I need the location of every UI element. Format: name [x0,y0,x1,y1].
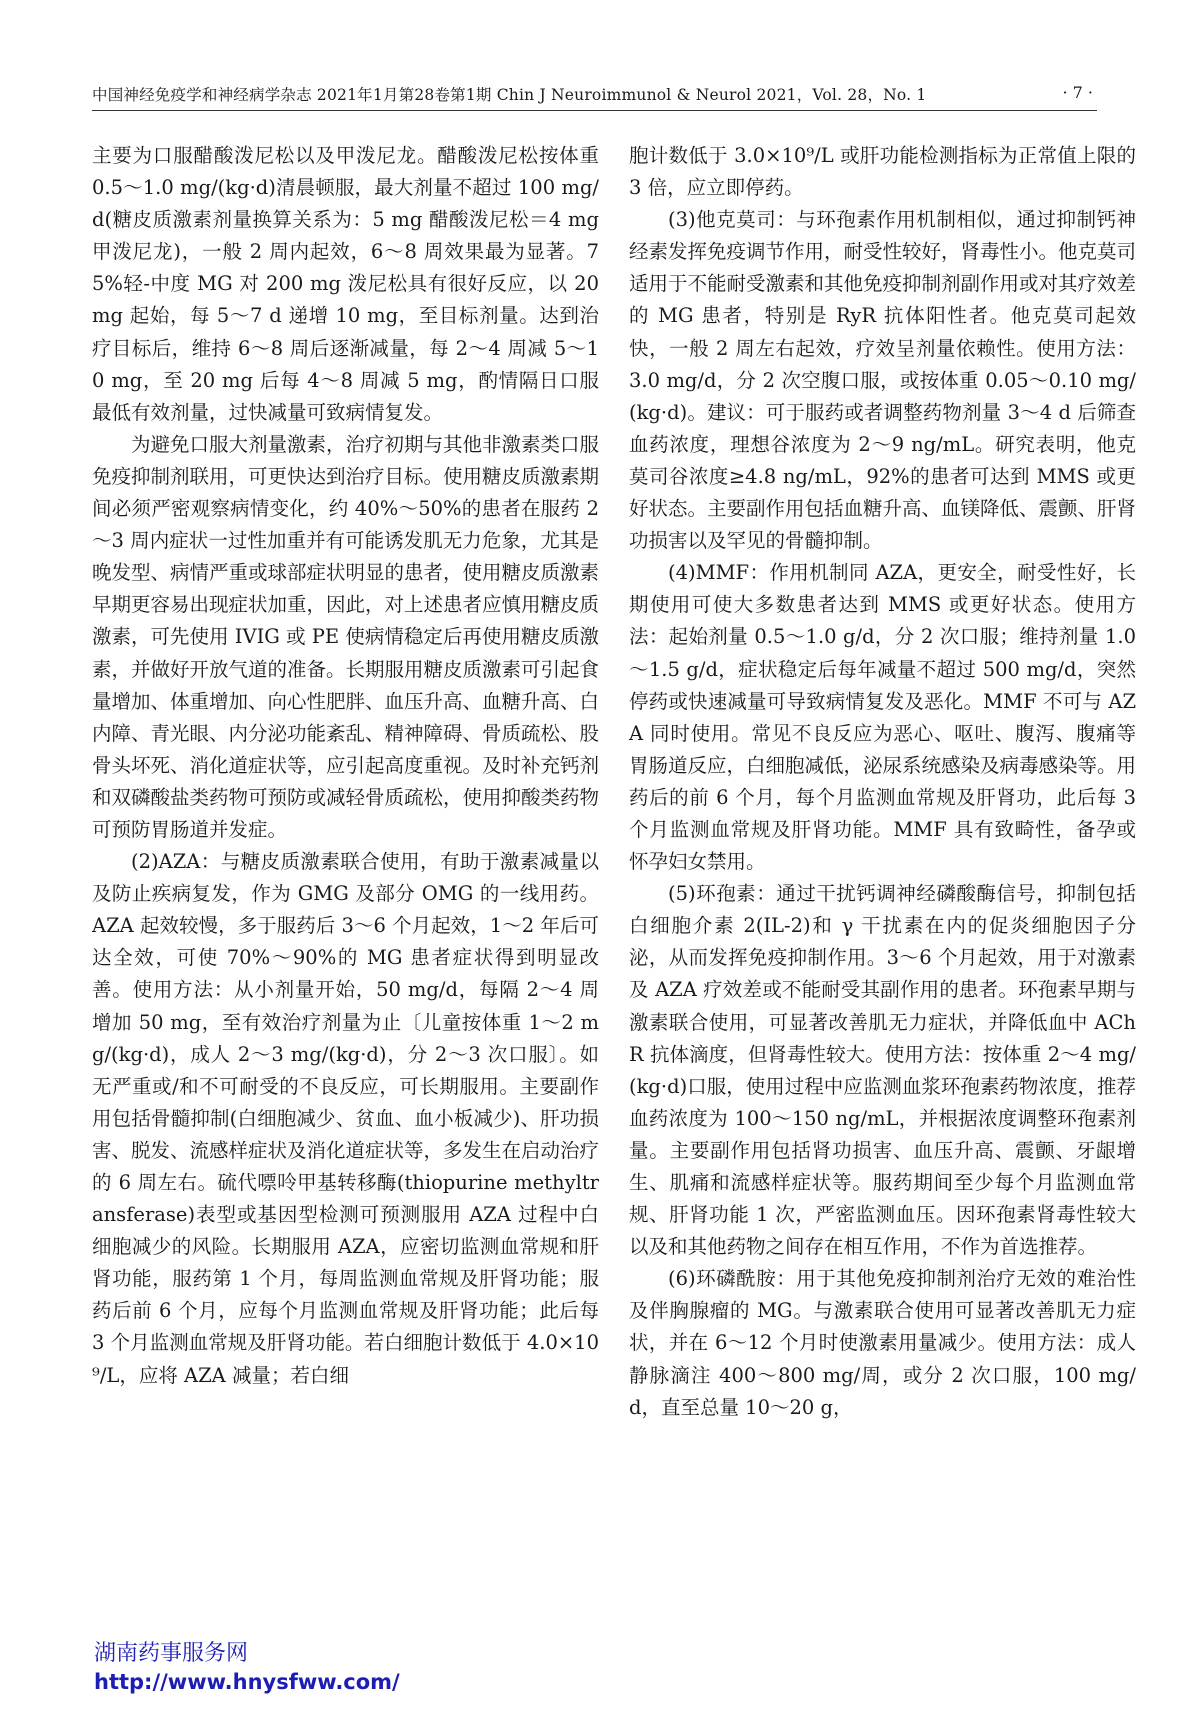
left-column [92,140,599,1392]
right-column [629,140,1136,1424]
paragraph: (3)他克莫司：与环孢素作用机制相似，通过抑制钙神经素发挥免疫调节作用，耐受性较好，肾毒性小。他克莫司适用于不能耐受激素和其他免疫抑制剂副作用或对其疗效差的 MG 患者，特别是 RyR 抗体阳性者。他克莫司起效快，一般 2 周左右起效，疗效呈剂量依赖性。使用方法：3.0 mg/d，分 2 次空腹口服，或按体重 0.05～0.10 mg/(kg·d)。建议：可于服药或者调整药物剂量 3～4 d 后筛查血药浓度，理想谷浓度为 2～9 ng/mL。研究表明，他克莫司谷浓度≥4.8 ng/mL，92%的患者可达到 MMS 或更好状态。主要副作用包括血糖升高、血镁降低、震颤、肝肾功损害以及罕见的骨髓抑制。 [629,208,1137,553]
paragraph: (4)MMF：作用机制同 AZA，更安全，耐受性好，长期使用可使大多数患者达到 MMS 或更好状态。使用方法：起始剂量 0.5～1.0 g/d，分 2 次口服；维持剂量 1.0～1.5 g/d，症状稳定后每年减量不超过 500 mg/d，突然停药或快速减量可导致病情复发及恶化。MMF 不可与 AZA 同时使用。常见不良反应为恶心、呕吐、腹泻、腹痛等胃肠道反应，白细胞减低，泌尿系统感染及病毒感染等。用药后的前 6 个月，每个月监测血常规及肝肾功，此后每 3 个月监测血常规及肝肾功能。MMF 具有致畸性，备孕或怀孕妇女禁用。 [629,561,1137,874]
site-watermark [94,1640,400,1696]
paragraph: 主要为口服醋酸泼尼松以及甲泼尼龙。醋酸泼尼松按体重 0.5～1.0 mg/(kg·d)清晨顿服，最大剂量不超过 100 mg/d(糖皮质激素剂量换算关系为：5 mg 醋酸泼尼松＝4 mg 甲泼尼龙)，一般 2 周内起效，6～8 周效果最为显著。75%轻-中度 MG 对 200 mg 泼尼松具有很好反应，以 20 mg 起始，每 5～7 d 递增 10 mg，至目标剂量。达到治疗目标后，维持 6～8 周后逐渐减量，每 2～4 周减 5～10 mg，至 20 mg 后每 4～8 周减 5 mg，酌情隔日口服最低有效剂量，过快减量可致病情复发。 [92,144,599,424]
paragraph: 胞计数低于 3.0×10⁹/L 或肝功能检测指标为正常值上限的 3 倍，应立即停药。 [629,144,1136,200]
paragraph: 为避免口服大剂量激素，治疗初期与其他非激素类口服免疫抑制剂联用，可更快达到治疗目标。使用糖皮质激素期间必须严密观察病情变化，约 40%～50%的患者在服药 2～3 周内症状一过性加重并有可能诱发肌无力危象，尤其是晚发型、病情严重或球部症状明显的患者，使用糖皮质激素早期更容易出现症状加重，因此，对上述患者应慎用糖皮质激素，可先使用 IVIG 或 PE 使病情稳定后再使用糖皮质激素，并做好开放气道的准备。长期服用糖皮质激素可引起食量增加、体重增加、向心性肥胖、血压升高、血糖升高、白内障、青光眼、内分泌功能紊乱、精神障碍、骨质疏松、股骨头坏死、消化道症状等，应引起高度重视。及时补充钙剂和双磷酸盐类药物可预防或减轻骨质疏松，使用抑酸类药物可预防胃肠道并发症。 [92,432,600,841]
journal-citation: 中国神经免疫学和神经病学杂志 2021年1月第28卷第1期 Chin J Neuroimmunol & Neurol 2021，Vol. 28，No. 1 [92,86,927,104]
page-number: · 7 · [1062,83,1093,102]
paragraph: (5)环孢素：通过干扰钙调神经磷酸酶信号，抑制包括白细胞介素 2(IL-2)和 γ 干扰素在内的促炎细胞因子分泌，从而发挥免疫抑制作用。3～6 个月起效，用于对激素及 AZA 疗效差或不能耐受其副作用的患者。环孢素早期与激素联合使用，可显著改善肌无力症状，并降低血中 AChR 抗体滴度，但肾毒性较大。使用方法：按体重 2～4 mg/(kg·d)口服，使用过程中应监测血浆环孢素药物浓度，推荐血药浓度为 100～150 ng/mL，并根据浓度调整环孢素剂量。主要副作用包括肾功损害、血压升高、震颤、牙龈增生、肌痛和流感样症状等。服药期间至少每个月监测血常规、肝肾功能 1 次，严密监测血压。因环孢素肾毒性较大以及和其他药物之间存在相互作用，不作为首选推荐。 [629,882,1136,1259]
paragraph: (2)AZA：与糖皮质激素联合使用，有助于激素减量以及防止疾病复发，作为 GMG 及部分 OMG 的一线用药。AZA 起效较慢，多于服药后 3～6 个月起效，1～2 年后可达全效，可使 70%～90%的 MG 患者症状得到明显改善。使用方法：从小剂量开始，50 mg/d，每隔 2～4 周增加 50 mg，至有效治疗剂量为止〔儿童按体重 1～2 mg/(kg·d)，成人 2～3 mg/(kg·d)，分 2～3 次口服〕。如无严重或/和不可耐受的不良反应，可长期服用。主要副作用包括骨髓抑制(白细胞减少、贫血、血小板减少)、肝功损害、脱发、流感样症状及消化道症状等，多发生在启动治疗的 6 周左右。硫代嘌呤甲基转移酶(thiopurine methyltransferase)表型或基因型检测可预测服用 AZA 过程中白细胞减少的风险。长期服用 AZA，应密切监测血常规和肝肾功能，服药第 1 个月，每周监测血常规及肝肾功能；服药后前 6 个月，应每个月监测血常规及肝肾功能；此后每 3 个月监测血常规及肝肾功能。若白细胞计数低于 4.0×10⁹/L，应将 AZA 减量；若白细 [92,850,600,1387]
running-header [92,80,1097,111]
watermark-site-name: 湖南药事服务网 [94,1641,249,1666]
paragraph: (6)环磷酰胺：用于其他免疫抑制剂治疗无效的难治性及伴胸腺瘤的 MG。与激素联合使用可显著改善肌无力症状，并在 6～12 个月时使激素用量减少。使用方法：成人静脉滴注 400～800 mg/周，或分 2 次口服，100 mg/d，直至总量 10～20 g， [629,1267,1136,1419]
watermark-url-link[interactable]: http://www.hnysfww.com/ [94,1670,400,1694]
